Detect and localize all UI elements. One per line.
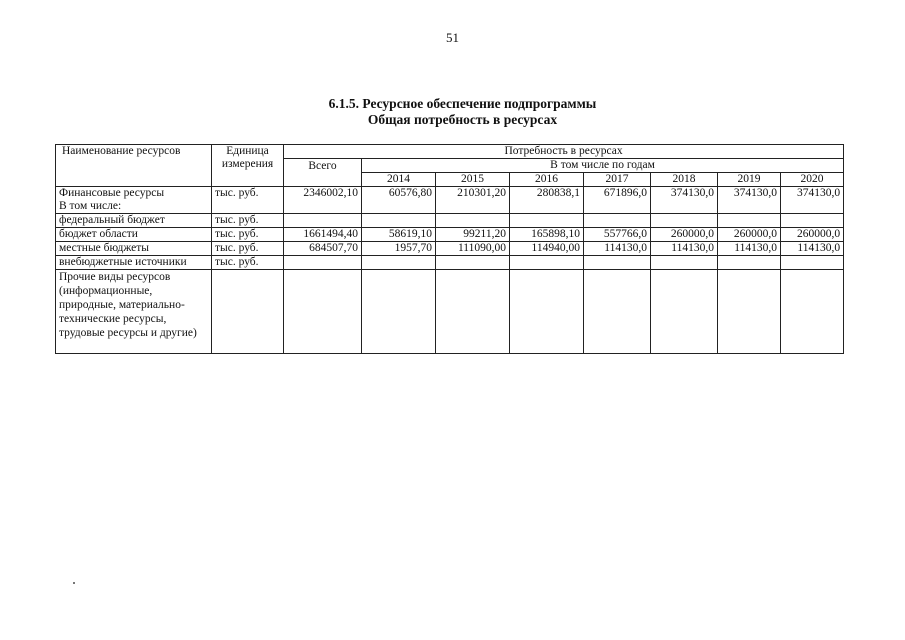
row-value: 260000,0 — [781, 228, 844, 242]
table-row-other-resources — [56, 270, 844, 354]
row-total: 684507,70 — [284, 242, 362, 256]
header-unit-line2: измерения — [221, 158, 274, 170]
header-by-years: В том числе по годам — [362, 159, 844, 173]
year-header: 2019 — [718, 173, 781, 187]
row-value — [781, 256, 844, 270]
table-row — [56, 242, 844, 256]
row-value: 99211,20 — [436, 228, 510, 242]
row-value: 114130,0 — [584, 242, 651, 256]
row-value: 1957,70 — [362, 242, 436, 256]
row-value: 114130,0 — [651, 242, 718, 256]
header-need: Потребность в ресурсах — [284, 145, 844, 159]
row-name: местные бюджеты — [56, 242, 212, 256]
row-value — [651, 270, 718, 354]
row-total: 2346002,10 — [284, 187, 362, 214]
row-value: 260000,0 — [718, 228, 781, 242]
year-header: 2018 — [651, 173, 718, 187]
row-value — [781, 214, 844, 228]
row-name-line2: В том числе: — [59, 200, 122, 212]
row-value: 111090,00 — [436, 242, 510, 256]
row-value — [510, 214, 584, 228]
row-value — [436, 214, 510, 228]
row-value: 260000,0 — [651, 228, 718, 242]
row-total — [284, 256, 362, 270]
row-value: 210301,20 — [436, 187, 510, 214]
section-title: 6.1.5. Ресурсное обеспечение подпрограммы — [328, 96, 597, 111]
row-unit: тыс. руб. — [212, 256, 284, 270]
table-row — [56, 214, 844, 228]
row-unit — [212, 270, 284, 354]
row-value — [510, 270, 584, 354]
row-value — [362, 214, 436, 228]
other-resources-label: Прочие виды ресурсов (информационные, природные, материально-технические ресурсы, трудовые ресурсы и другие) — [56, 270, 212, 354]
row-value: 374130,0 — [718, 187, 781, 214]
row-value: 165898,10 — [510, 228, 584, 242]
year-header: 2017 — [584, 173, 651, 187]
row-value — [651, 214, 718, 228]
row-value — [584, 270, 651, 354]
year-header: 2016 — [510, 173, 584, 187]
row-value: 374130,0 — [781, 187, 844, 214]
page-number: 51 — [446, 30, 459, 45]
row-unit: тыс. руб. — [212, 228, 284, 242]
header-unit-line1: Единица — [226, 145, 269, 157]
table-row — [56, 256, 844, 270]
row-name: бюджет области — [56, 228, 212, 242]
row-value: 60576,80 — [362, 187, 436, 214]
row-total — [284, 214, 362, 228]
scan-speck — [73, 582, 75, 584]
row-total — [284, 270, 362, 354]
header-resource-name: Наименование ресурсов — [56, 145, 212, 187]
row-value — [651, 256, 718, 270]
row-value: 114940,00 — [510, 242, 584, 256]
header-row-1 — [56, 145, 844, 159]
row-unit: тыс. руб. — [212, 242, 284, 256]
row-name: федеральный бюджет — [56, 214, 212, 228]
row-total: 1661494,40 — [284, 228, 362, 242]
row-value — [362, 256, 436, 270]
row-value — [510, 256, 584, 270]
row-value: 114130,0 — [781, 242, 844, 256]
header-unit — [212, 145, 284, 187]
row-name — [56, 187, 212, 214]
row-value: 58619,10 — [362, 228, 436, 242]
resource-table — [55, 144, 844, 354]
row-value — [584, 214, 651, 228]
section-subtitle: Общая потребность в ресурсах — [367, 112, 558, 127]
row-value: 374130,0 — [651, 187, 718, 214]
row-value — [436, 256, 510, 270]
row-value — [436, 270, 510, 354]
row-value — [718, 214, 781, 228]
year-header: 2014 — [362, 173, 436, 187]
row-value — [362, 270, 436, 354]
row-value — [718, 270, 781, 354]
row-value — [584, 256, 651, 270]
row-value — [781, 270, 844, 354]
row-value: 671896,0 — [584, 187, 651, 214]
table-row — [56, 228, 844, 242]
row-name-line1: Финансовые ресурсы — [59, 187, 165, 199]
year-header: 2020 — [781, 173, 844, 187]
row-value — [718, 256, 781, 270]
section-heading — [0, 96, 905, 128]
row-unit: тыс. руб. — [212, 187, 284, 214]
row-value: 557766,0 — [584, 228, 651, 242]
row-value: 114130,0 — [718, 242, 781, 256]
row-unit: тыс. руб. — [212, 214, 284, 228]
table-row — [56, 187, 844, 214]
year-header: 2015 — [436, 173, 510, 187]
row-value: 280838,1 — [510, 187, 584, 214]
row-name: внебюджетные источники — [56, 256, 212, 270]
header-total: Всего — [284, 159, 362, 187]
